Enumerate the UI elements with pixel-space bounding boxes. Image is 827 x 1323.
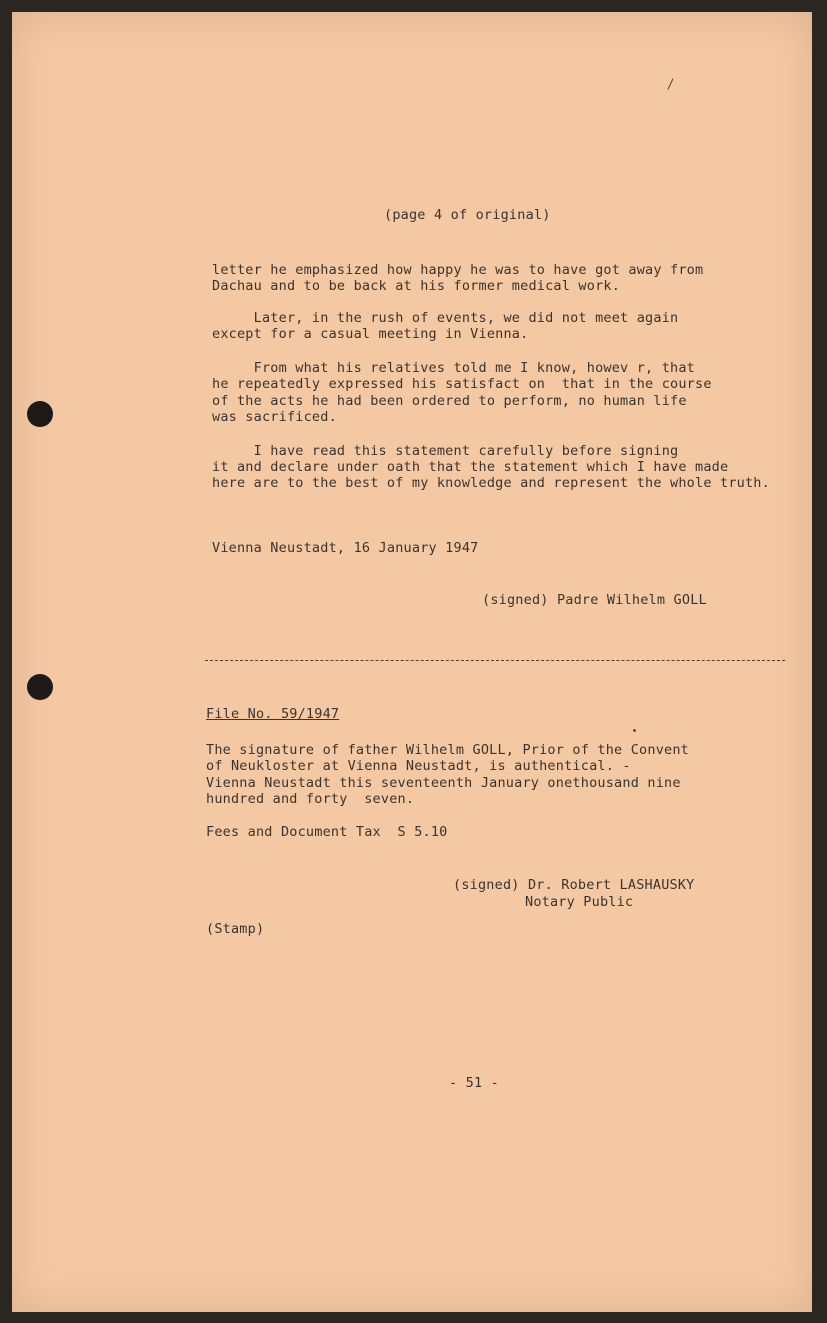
certification-line3: Vienna Neustadt this seventeenth January onethousand nine xyxy=(206,775,681,791)
statement-para4-line2: it and declare under oath that the statement which I have made xyxy=(212,459,729,475)
statement-para4-line1: I have read this statement carefully before signing xyxy=(212,443,679,459)
statement-para3-line2: he repeatedly expressed his satisfact on that in the course xyxy=(212,376,712,392)
statement-para3-line4: was sacrificed. xyxy=(212,409,337,425)
section-divider xyxy=(205,660,785,661)
statement-para1-line1: letter he emphasized how happy he was to have got away from xyxy=(212,262,704,278)
stamp-note: (Stamp) xyxy=(206,921,265,937)
notary-title: Notary Public xyxy=(525,894,634,910)
notary-signature: (signed) Dr. Robert LASHAUSKY xyxy=(453,877,695,893)
ink-speck xyxy=(633,729,636,732)
page-number: - 51 - xyxy=(449,1075,499,1091)
page-header: (page 4 of original) xyxy=(384,207,551,223)
punch-hole-bottom xyxy=(27,674,53,700)
punch-hole-top xyxy=(27,401,53,427)
declarant-signature: (signed) Padre Wilhelm GOLL xyxy=(482,592,707,608)
statement-para3-line3: of the acts he had been ordered to perform, no human life xyxy=(212,393,687,409)
file-number: File No. 59/1947 xyxy=(206,706,340,722)
statement-para2-line2: except for a casual meeting in Vienna. xyxy=(212,326,529,342)
statement-para3-line1: From what his relatives told me I know, howev r, that xyxy=(212,360,696,376)
fees-line: Fees and Document Tax S 5.10 xyxy=(206,824,448,840)
statement-para4-line3: here are to the best of my knowledge and represent the whole truth. xyxy=(212,475,770,491)
certification-line4: hundred and forty seven. xyxy=(206,791,415,807)
statement-para2-line1: Later, in the rush of events, we did not meet again xyxy=(212,310,679,326)
statement-para1-line2: Dachau and to be back at his former medical work. xyxy=(212,278,621,294)
place-date: Vienna Neustadt, 16 January 1947 xyxy=(212,540,479,556)
certification-line1: The signature of father Wilhelm GOLL, Prior of the Convent xyxy=(206,742,690,758)
certification-line2: of Neukloster at Vienna Neustadt, is authentical. - xyxy=(206,758,631,774)
